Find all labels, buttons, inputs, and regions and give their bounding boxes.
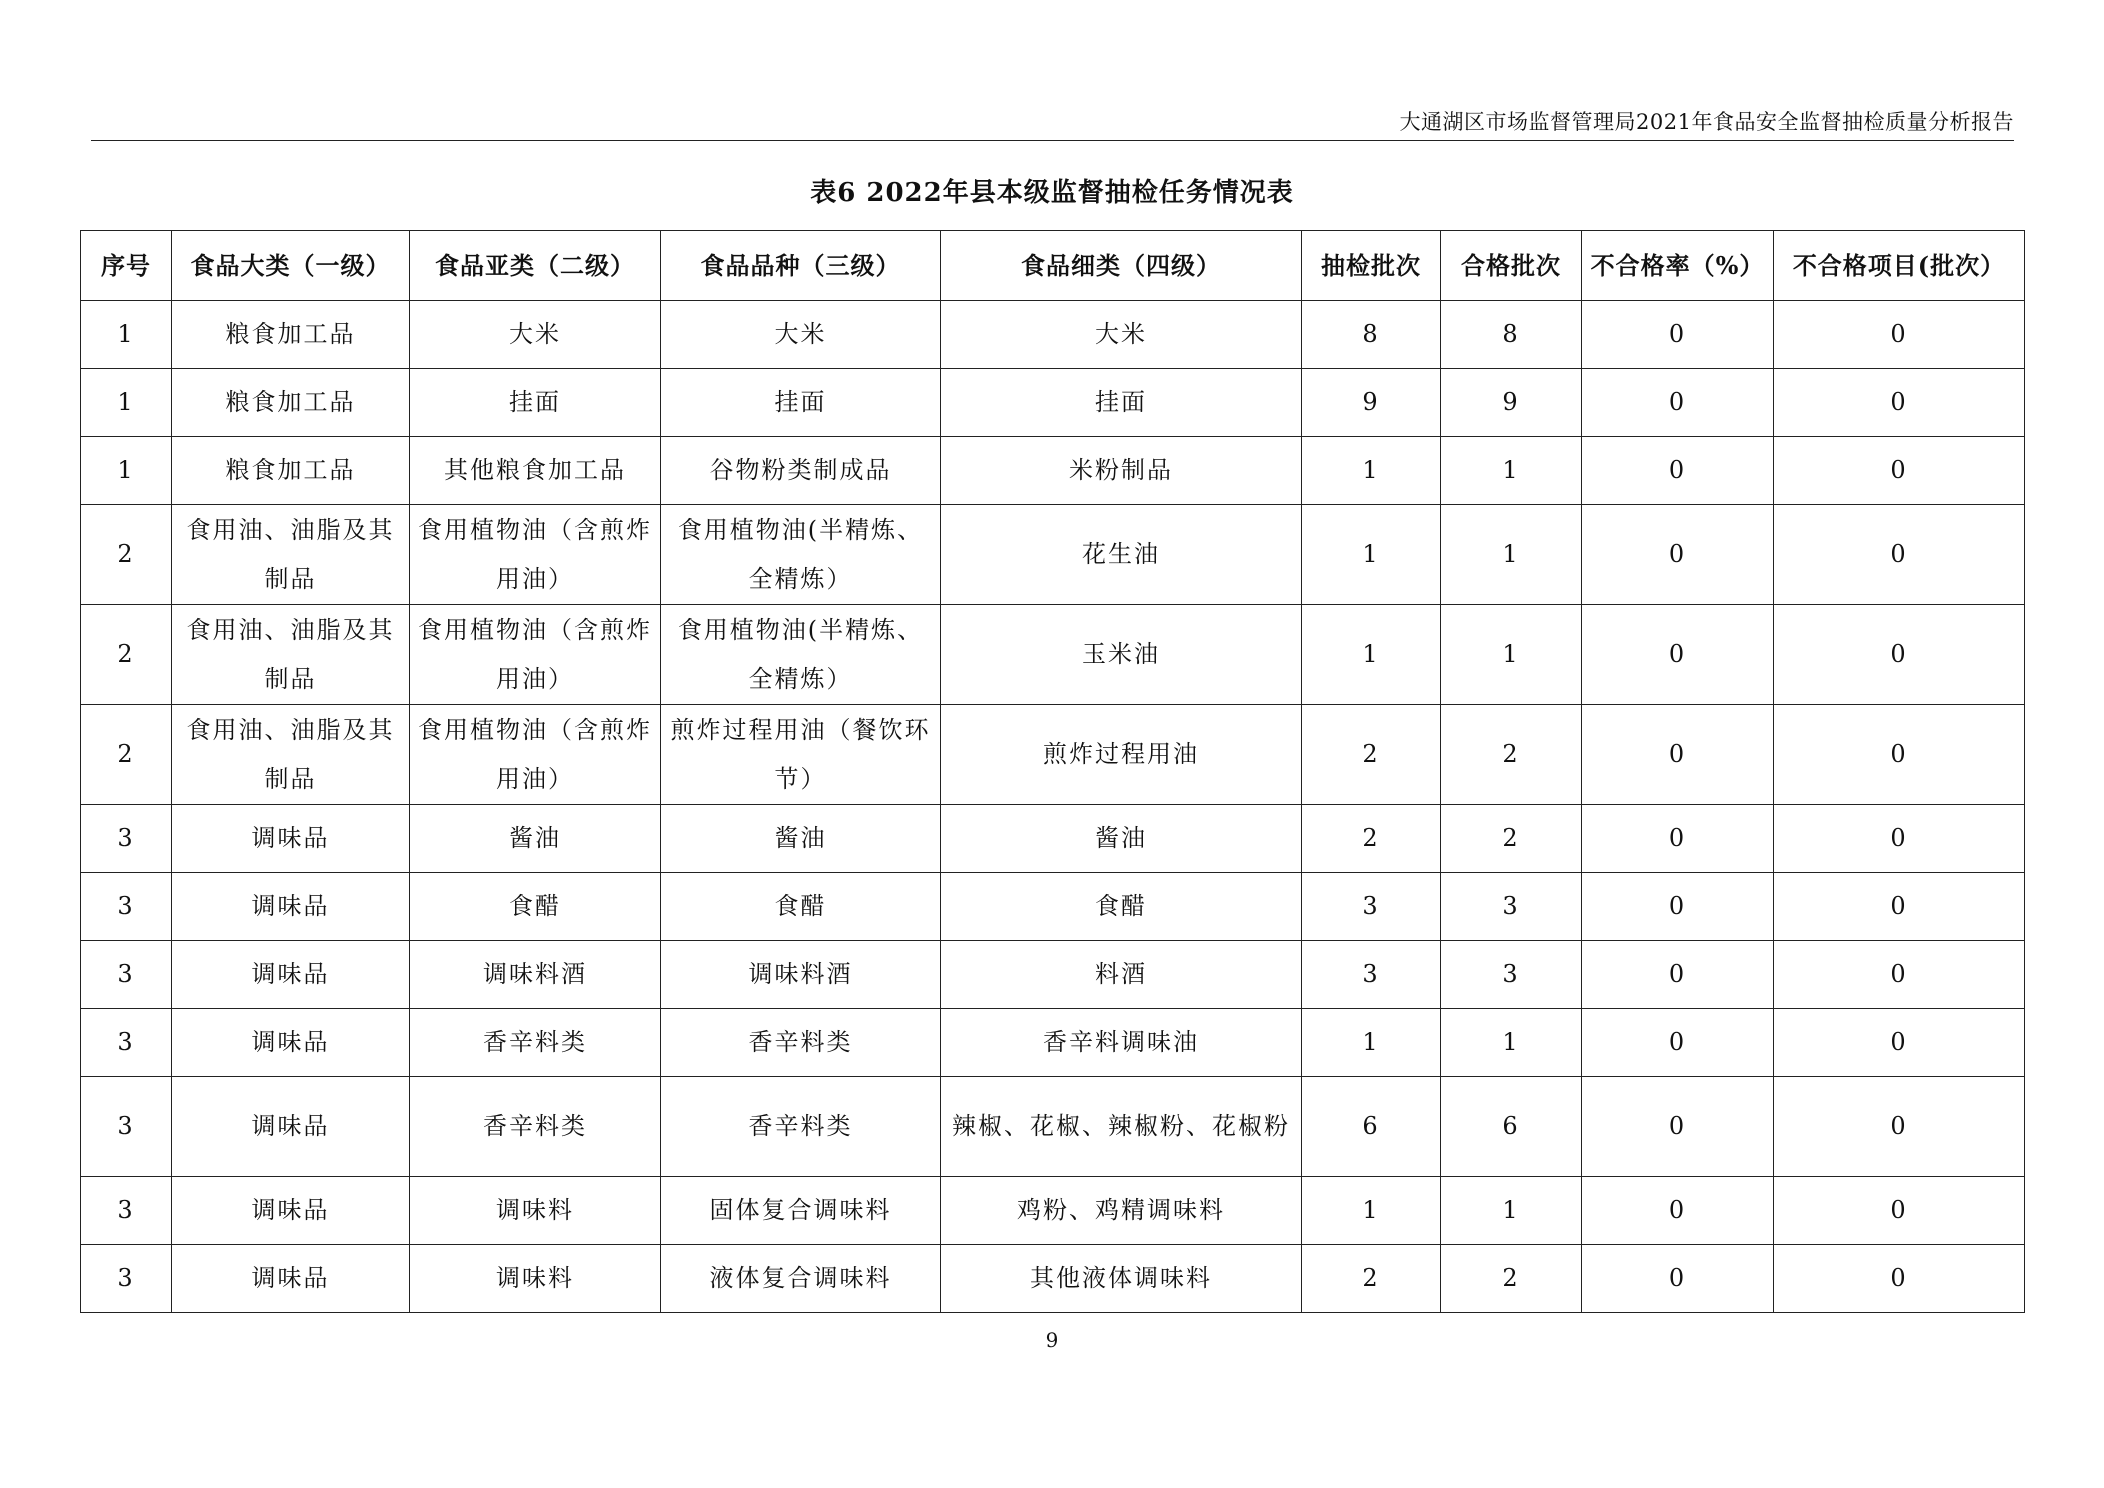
cell-failed-items: 0	[1774, 1177, 2025, 1245]
cell-qualified-batches: 1	[1441, 437, 1582, 505]
cell-category-level4: 辣椒、花椒、辣椒粉、花椒粉	[941, 1077, 1302, 1177]
cell-category-level4: 料酒	[941, 941, 1302, 1009]
cell-category-level1: 调味品	[172, 1009, 410, 1077]
cell-category-level2: 调味料	[410, 1245, 661, 1313]
cell-category-level4: 酱油	[941, 805, 1302, 873]
cell-category-level2: 调味料	[410, 1177, 661, 1245]
cell-category-level3: 固体复合调味料	[661, 1177, 941, 1245]
cell-category-level2: 大米	[410, 301, 661, 369]
cell-category-level1: 粮食加工品	[172, 369, 410, 437]
cell-qualified-batches: 1	[1441, 1009, 1582, 1077]
cell-category-level1: 调味品	[172, 1077, 410, 1177]
cell-category-level2: 酱油	[410, 805, 661, 873]
table-row	[81, 1009, 2025, 1077]
table-row	[81, 805, 2025, 873]
cell-category-level2: 食用植物油（含煎炸用油）	[410, 605, 661, 705]
cell-sampled-batches: 1	[1302, 1009, 1441, 1077]
table-row	[81, 437, 2025, 505]
cell-category-level4: 其他液体调味料	[941, 1245, 1302, 1313]
table-row	[81, 605, 2025, 705]
cell-failed-items: 0	[1774, 1009, 2025, 1077]
cell-category-level2: 香辛料类	[410, 1077, 661, 1177]
cell-category-level3: 调味料酒	[661, 941, 941, 1009]
cell-failed-items: 0	[1774, 705, 2025, 805]
cell-qualified-batches: 1	[1441, 605, 1582, 705]
cell-serial: 3	[81, 941, 172, 1009]
cell-serial: 3	[81, 873, 172, 941]
cell-serial: 3	[81, 1009, 172, 1077]
cell-serial: 2	[81, 505, 172, 605]
cell-sampled-batches: 1	[1302, 605, 1441, 705]
cell-category-level2: 其他粮食加工品	[410, 437, 661, 505]
cell-failure-rate: 0	[1582, 437, 1774, 505]
cell-category-level3: 谷物粉类制成品	[661, 437, 941, 505]
cell-category-level1: 调味品	[172, 873, 410, 941]
cell-serial: 1	[81, 437, 172, 505]
cell-qualified-batches: 3	[1441, 873, 1582, 941]
cell-failed-items: 0	[1774, 369, 2025, 437]
table-row	[81, 873, 2025, 941]
cell-sampled-batches: 1	[1302, 1177, 1441, 1245]
cell-sampled-batches: 2	[1302, 805, 1441, 873]
page-header: 大通湖区市场监督管理局2021年食品安全监督抽检质量分析报告	[91, 104, 2014, 141]
cell-qualified-batches: 6	[1441, 1077, 1582, 1177]
cell-failed-items: 0	[1774, 873, 2025, 941]
cell-category-level3: 大米	[661, 301, 941, 369]
cell-qualified-batches: 1	[1441, 505, 1582, 605]
table-row	[81, 1077, 2025, 1177]
cell-failure-rate: 0	[1582, 1077, 1774, 1177]
table-row	[81, 369, 2025, 437]
cell-failure-rate: 0	[1582, 873, 1774, 941]
table-title: 表6 2022年县本级监督抽检任务情况表	[810, 178, 1294, 208]
cell-qualified-batches: 2	[1441, 1245, 1582, 1313]
table-row	[81, 505, 2025, 605]
cell-serial: 3	[81, 805, 172, 873]
cell-category-level4: 大米	[941, 301, 1302, 369]
cell-failure-rate: 0	[1582, 369, 1774, 437]
cell-qualified-batches: 9	[1441, 369, 1582, 437]
cell-sampled-batches: 8	[1302, 301, 1441, 369]
column-header-failed-items: 不合格项目(批次）	[1774, 231, 2025, 301]
cell-failure-rate: 0	[1582, 1009, 1774, 1077]
cell-serial: 1	[81, 301, 172, 369]
cell-failed-items: 0	[1774, 1077, 2025, 1177]
cell-failed-items: 0	[1774, 805, 2025, 873]
cell-category-level4: 米粉制品	[941, 437, 1302, 505]
cell-category-level1: 食用油、油脂及其制品	[172, 505, 410, 605]
cell-category-level3: 香辛料类	[661, 1077, 941, 1177]
table-row	[81, 1177, 2025, 1245]
cell-category-level3: 食醋	[661, 873, 941, 941]
cell-failure-rate: 0	[1582, 605, 1774, 705]
table-body	[81, 301, 2025, 1313]
cell-failure-rate: 0	[1582, 705, 1774, 805]
cell-sampled-batches: 1	[1302, 437, 1441, 505]
cell-category-level3: 挂面	[661, 369, 941, 437]
cell-qualified-batches: 2	[1441, 705, 1582, 805]
cell-category-level2: 食用植物油（含煎炸用油）	[410, 705, 661, 805]
column-header-sampled-batches: 抽检批次	[1302, 231, 1441, 301]
cell-serial: 1	[81, 369, 172, 437]
cell-category-level4: 煎炸过程用油	[941, 705, 1302, 805]
cell-category-level1: 食用油、油脂及其制品	[172, 605, 410, 705]
cell-failure-rate: 0	[1582, 505, 1774, 605]
table-header-row	[81, 231, 2025, 301]
cell-failed-items: 0	[1774, 605, 2025, 705]
cell-category-level3: 煎炸过程用油（餐饮环节）	[661, 705, 941, 805]
column-header-category-level1: 食品大类（一级）	[172, 231, 410, 301]
cell-serial: 3	[81, 1177, 172, 1245]
page-number: 9	[1045, 1328, 1059, 1352]
cell-category-level4: 鸡粉、鸡精调味料	[941, 1177, 1302, 1245]
cell-category-level2: 食用植物油（含煎炸用油）	[410, 505, 661, 605]
cell-category-level4: 玉米油	[941, 605, 1302, 705]
cell-failed-items: 0	[1774, 301, 2025, 369]
column-header-qualified-batches: 合格批次	[1441, 231, 1582, 301]
cell-failed-items: 0	[1774, 437, 2025, 505]
cell-category-level1: 调味品	[172, 805, 410, 873]
column-header-category-level3: 食品品种（三级）	[661, 231, 941, 301]
cell-sampled-batches: 2	[1302, 705, 1441, 805]
cell-category-level1: 粮食加工品	[172, 437, 410, 505]
cell-failure-rate: 0	[1582, 805, 1774, 873]
cell-serial: 2	[81, 705, 172, 805]
cell-failure-rate: 0	[1582, 301, 1774, 369]
cell-sampled-batches: 6	[1302, 1077, 1441, 1177]
cell-category-level3: 酱油	[661, 805, 941, 873]
table-row	[81, 941, 2025, 1009]
cell-category-level3: 液体复合调味料	[661, 1245, 941, 1313]
cell-failure-rate: 0	[1582, 1177, 1774, 1245]
column-header-category-level4: 食品细类（四级）	[941, 231, 1302, 301]
cell-failed-items: 0	[1774, 1245, 2025, 1313]
cell-category-level1: 调味品	[172, 941, 410, 1009]
cell-category-level2: 食醋	[410, 873, 661, 941]
cell-failure-rate: 0	[1582, 941, 1774, 1009]
cell-serial: 2	[81, 605, 172, 705]
inspection-task-table	[80, 230, 2025, 1313]
cell-sampled-batches: 9	[1302, 369, 1441, 437]
cell-category-level4: 花生油	[941, 505, 1302, 605]
cell-category-level4: 挂面	[941, 369, 1302, 437]
cell-qualified-batches: 1	[1441, 1177, 1582, 1245]
cell-sampled-batches: 3	[1302, 941, 1441, 1009]
cell-qualified-batches: 3	[1441, 941, 1582, 1009]
column-header-serial: 序号	[81, 231, 172, 301]
cell-failure-rate: 0	[1582, 1245, 1774, 1313]
column-header-category-level2: 食品亚类（二级）	[410, 231, 661, 301]
cell-category-level4: 食醋	[941, 873, 1302, 941]
cell-category-level1: 粮食加工品	[172, 301, 410, 369]
cell-serial: 3	[81, 1077, 172, 1177]
table-row	[81, 301, 2025, 369]
cell-category-level1: 调味品	[172, 1245, 410, 1313]
cell-category-level1: 调味品	[172, 1177, 410, 1245]
column-header-failure-rate: 不合格率（%）	[1582, 231, 1774, 301]
cell-failed-items: 0	[1774, 505, 2025, 605]
cell-category-level1: 食用油、油脂及其制品	[172, 705, 410, 805]
cell-qualified-batches: 2	[1441, 805, 1582, 873]
cell-serial: 3	[81, 1245, 172, 1313]
cell-qualified-batches: 8	[1441, 301, 1582, 369]
cell-sampled-batches: 3	[1302, 873, 1441, 941]
cell-category-level3: 食用植物油(半精炼、全精炼）	[661, 505, 941, 605]
cell-category-level4: 香辛料调味油	[941, 1009, 1302, 1077]
cell-failed-items: 0	[1774, 941, 2025, 1009]
cell-category-level3: 食用植物油(半精炼、全精炼）	[661, 605, 941, 705]
cell-sampled-batches: 1	[1302, 505, 1441, 605]
cell-sampled-batches: 2	[1302, 1245, 1441, 1313]
cell-category-level3: 香辛料类	[661, 1009, 941, 1077]
cell-category-level2: 香辛料类	[410, 1009, 661, 1077]
cell-category-level2: 挂面	[410, 369, 661, 437]
table-row	[81, 705, 2025, 805]
table-row	[81, 1245, 2025, 1313]
cell-category-level2: 调味料酒	[410, 941, 661, 1009]
